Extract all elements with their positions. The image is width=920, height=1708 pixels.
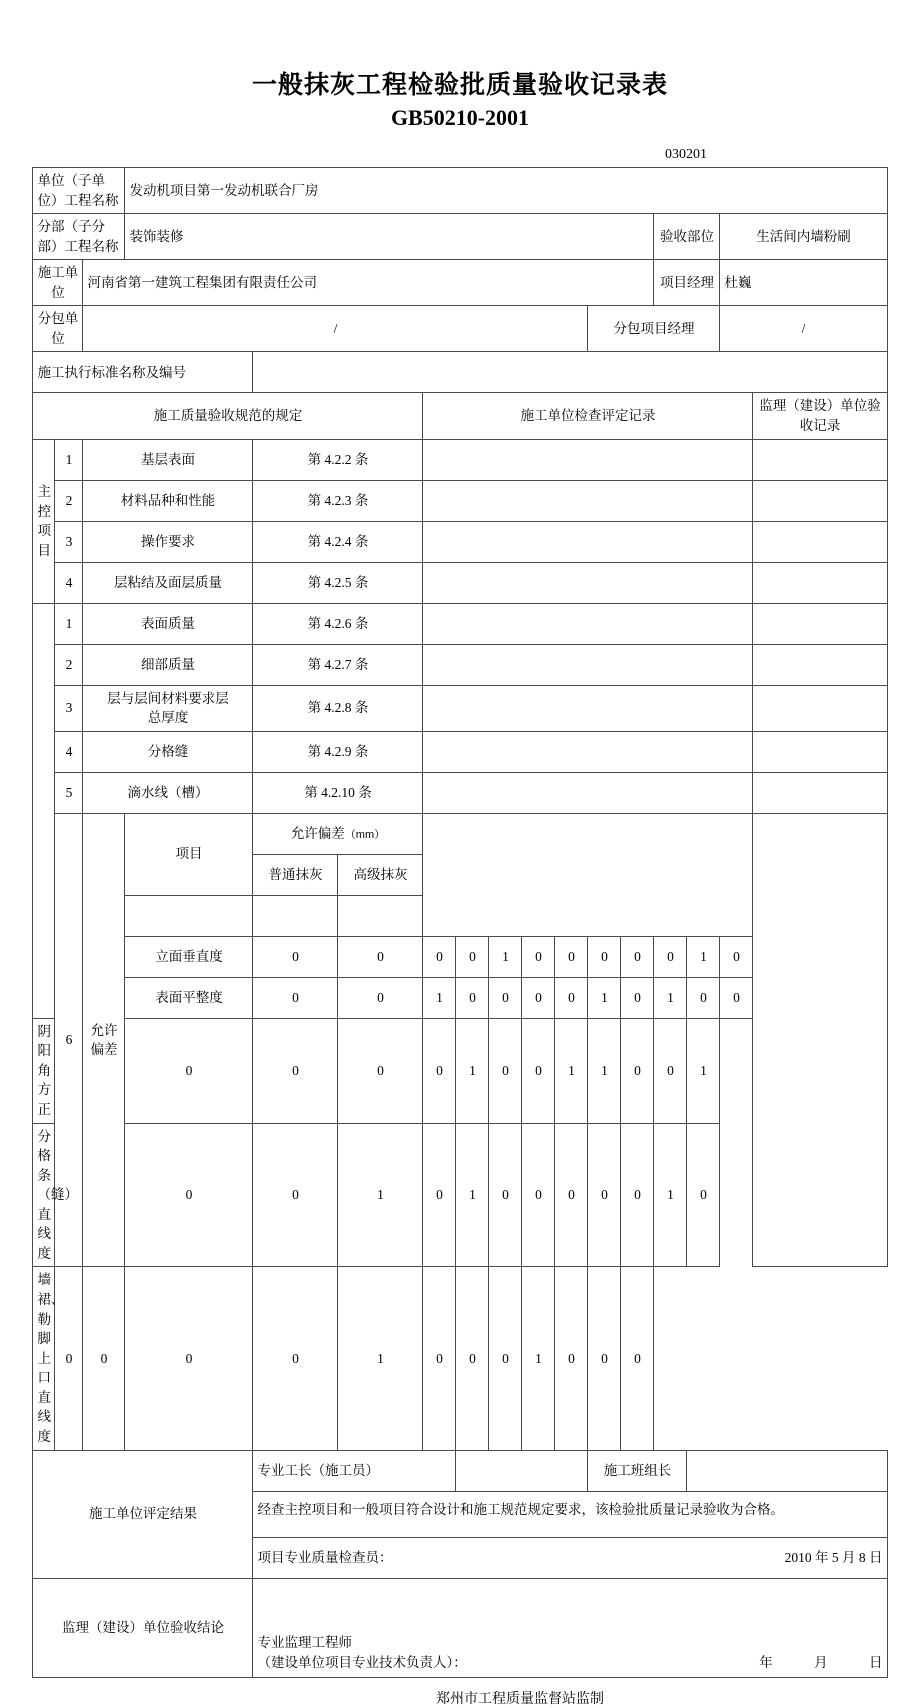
general-items-group-label	[33, 603, 55, 1018]
item-check-record[interactable]	[423, 603, 753, 644]
measurement-cell[interactable]: 1	[687, 936, 720, 977]
tolerance-header-text: 允许偏差	[290, 825, 345, 841]
measurement-cell[interactable]: 0	[621, 1018, 654, 1123]
measurement-cell[interactable]: 0	[489, 1123, 522, 1267]
deviation-advanced-value: 0	[83, 1267, 125, 1450]
table-row	[33, 685, 887, 731]
row-subunit-project	[33, 214, 887, 260]
deviation-spacer-item	[125, 895, 253, 936]
main-items-group-label-char: 项	[37, 523, 51, 539]
measurement-cell[interactable]: 0	[423, 1123, 456, 1267]
measurement-cell[interactable]: 1	[555, 1018, 588, 1123]
deviation-spacer-normal	[253, 895, 338, 936]
deviation-item-name-line2: 直线度	[37, 1206, 51, 1261]
item-clause: 第 4.2.10 条	[253, 772, 423, 813]
team-leader-value[interactable]	[687, 1450, 887, 1491]
measurement-cell[interactable]: 0	[456, 977, 489, 1018]
item-supervision-record[interactable]	[753, 480, 887, 521]
row-supervision-conclusion	[33, 1578, 887, 1677]
measurement-cell[interactable]: 0	[555, 1267, 588, 1450]
row-standard-name	[33, 352, 887, 393]
deviation-advanced-value: 0	[338, 977, 423, 1018]
deviation-normal-value: 0	[125, 1123, 253, 1267]
sub-project-manager-value[interactable]: /	[720, 306, 887, 352]
item-check-record[interactable]	[423, 480, 753, 521]
evaluation-conclusion-text: 经查主控项目和一般项目符合设计和施工规范规定要求，该检验批质量记录验收为合格。	[253, 1491, 887, 1537]
measurement-cell[interactable]: 1	[588, 977, 621, 1018]
supervision-engineer-sub-label: （建设单位项目专业技术负责人）：	[257, 1655, 467, 1671]
supervision-date-day: 日	[869, 1655, 883, 1671]
deviation-subheader-normal: 普通抹灰	[253, 854, 338, 895]
deviation-spacer-advanced	[338, 895, 423, 936]
deviation-advanced-value: 0	[253, 1018, 338, 1123]
deviation-item-name: 立面垂直度	[125, 936, 253, 977]
item-clause: 第 4.2.2 条	[253, 439, 423, 480]
supervision-date-month: 月	[814, 1655, 828, 1671]
measurement-cell[interactable]: 0	[423, 936, 456, 977]
page-title: 一般抹灰工程检验批质量验收记录表	[251, 72, 668, 99]
item-number: 2	[55, 644, 83, 685]
measurement-cell[interactable]: 0	[588, 1267, 621, 1450]
table-row	[33, 562, 887, 603]
subcontractor-value[interactable]: /	[83, 306, 588, 352]
item-name: 滴水线（槽）	[83, 772, 253, 813]
item-check-record[interactable]	[423, 562, 753, 603]
measurement-cell[interactable]: 1	[654, 977, 687, 1018]
measurement-cell[interactable]: 0	[456, 936, 489, 977]
measurement-cell[interactable]: 1	[687, 1018, 720, 1123]
item-name-line2: 总厚度	[147, 710, 189, 726]
item-supervision-record[interactable]	[753, 731, 887, 772]
deviation-item-name	[33, 1123, 78, 1267]
measurement-cell[interactable]: 1	[456, 1018, 489, 1123]
subunit-project-value[interactable]: 装饰装修	[125, 214, 654, 260]
item-clause: 第 4.2.9 条	[253, 731, 423, 772]
measurement-cell[interactable]: 0	[125, 1267, 253, 1450]
supervision-engineer-sub-row	[257, 1653, 882, 1673]
item-clause: 第 4.2.3 条	[253, 480, 423, 521]
item-check-record[interactable]	[423, 521, 753, 562]
item-name: 操作要求	[83, 521, 253, 562]
title-block	[0, 0, 920, 133]
deviation-normal-value: 0	[253, 936, 338, 977]
item-number: 5	[55, 772, 83, 813]
item-name-line1: 层与层间材料要求层	[107, 690, 229, 706]
tolerance-header-unit: （mm）	[344, 828, 386, 841]
measurement-cell[interactable]: 0	[621, 1267, 654, 1450]
measurement-cell[interactable]: 1	[338, 1267, 423, 1450]
item-name: 层粘结及面层质量	[83, 562, 253, 603]
deviation-advanced-value: 0	[253, 1123, 338, 1267]
deviation-item-name-line1: 分格条（缝）	[37, 1128, 78, 1203]
row-evaluation-foreman	[33, 1450, 887, 1491]
deviation-item-name: 表面平整度	[125, 977, 253, 1018]
measurement-cell[interactable]: 0	[522, 1018, 555, 1123]
evaluation-date[interactable]: 2010 年 5 月 8 日	[784, 1549, 883, 1565]
subcontractor-label: 分包单位	[33, 306, 83, 352]
measurement-cell[interactable]: 0	[489, 977, 522, 1018]
item-name: 材料品种和性能	[83, 480, 253, 521]
measurement-cell[interactable]: 0	[555, 936, 588, 977]
main-items-group-label-char: 主	[37, 483, 51, 499]
sub-project-manager-label: 分包项目经理	[588, 306, 720, 352]
measurement-cell[interactable]: 0	[456, 1267, 489, 1450]
deviation-row-number: 6	[55, 813, 83, 1267]
measurement-cell[interactable]: 0	[555, 1123, 588, 1267]
deviation-advanced-value: 0	[338, 936, 423, 977]
foreman-value[interactable]	[456, 1450, 588, 1491]
deviation-group-label	[83, 813, 125, 1267]
foreman-label: 专业工长（施工员）	[253, 1450, 456, 1491]
item-number: 3	[55, 521, 83, 562]
item-number: 4	[55, 562, 83, 603]
header-construction-check: 施工单位检查评定记录	[423, 393, 753, 439]
measurement-cell[interactable]: 1	[654, 1123, 687, 1267]
table-row	[33, 521, 887, 562]
deviation-item-name-line2: 口直线度	[37, 1370, 51, 1444]
measurement-cell[interactable]: 0	[687, 1123, 720, 1267]
measurement-cell[interactable]: 0	[338, 1018, 423, 1123]
row-unit-project	[33, 167, 887, 213]
item-check-record[interactable]	[423, 685, 753, 731]
team-leader-label: 施工班组长	[588, 1450, 687, 1491]
measurement-cell[interactable]: 0	[522, 936, 555, 977]
standard-code: GB50210-2001	[390, 105, 530, 131]
deviation-header-row-1	[33, 813, 887, 854]
project-manager-label: 项目经理	[654, 260, 720, 306]
supervision-section-label: 监理（建设）单位验收结论	[33, 1578, 253, 1677]
measurement-cell[interactable]: 0	[423, 1018, 456, 1123]
measurement-cell[interactable]: 0	[621, 977, 654, 1018]
footer-note: 郑州市工程质量监督站监制	[436, 1691, 604, 1707]
supervision-engineer-label: 专业监理工程师	[257, 1635, 352, 1650]
measurement-cell[interactable]: 0	[720, 936, 753, 977]
deviation-normal-value: 0	[55, 1267, 83, 1450]
item-supervision-record[interactable]	[753, 521, 887, 562]
item-name: 细部质量	[83, 644, 253, 685]
measurement-cell[interactable]: 0	[654, 936, 687, 977]
item-clause: 第 4.2.4 条	[253, 521, 423, 562]
item-name	[83, 685, 253, 731]
measurement-cell[interactable]: 0	[621, 936, 654, 977]
main-items-group-label-char: 控	[37, 503, 51, 519]
measurement-cell[interactable]: 0	[555, 977, 588, 1018]
table-row	[33, 439, 887, 480]
inspection-form-table	[32, 167, 887, 1678]
item-clause: 第 4.2.7 条	[253, 644, 423, 685]
construction-unit-value[interactable]: 河南省第一建筑工程集团有限责任公司	[83, 260, 654, 306]
deviation-item-name	[33, 1267, 65, 1450]
item-number: 1	[55, 439, 83, 480]
item-name: 分格缝	[83, 731, 253, 772]
measurement-cell[interactable]: 0	[687, 977, 720, 1018]
construction-unit-label: 施工单位	[33, 260, 83, 306]
header-supervision-record: 监理（建设）单位验收记录	[753, 393, 887, 439]
item-name: 基层表面	[83, 439, 253, 480]
item-supervision-record[interactable]	[753, 562, 887, 603]
inspector-label: 项目专业质量检查员：	[257, 1549, 393, 1565]
standard-name-value[interactable]	[253, 352, 887, 393]
measurement-cell[interactable]: 0	[654, 1018, 687, 1123]
unit-project-value[interactable]: 发动机项目第一发动机联合厂房	[125, 167, 887, 213]
item-supervision-record[interactable]	[753, 685, 887, 731]
measurement-cell[interactable]: 0	[588, 1123, 621, 1267]
deviation-tolerance-header	[253, 813, 423, 854]
deviation-group-label-line1: 允许	[90, 1022, 118, 1038]
deviation-supervision-record[interactable]	[753, 813, 887, 1267]
table-row	[33, 480, 887, 521]
deviation-item-name: 阴阳角方正	[33, 1018, 55, 1123]
supervision-signature-block	[253, 1578, 887, 1677]
main-items-group-label	[33, 439, 55, 603]
measurement-cell[interactable]: 0	[720, 977, 753, 1018]
unit-project-label: 单位（子单位）工程名称	[33, 167, 125, 213]
table-row	[33, 731, 887, 772]
supervision-date-year: 年	[759, 1655, 773, 1671]
item-clause: 第 4.2.5 条	[253, 562, 423, 603]
deviation-group-label-line2: 偏差	[90, 1042, 118, 1058]
item-check-record[interactable]	[423, 644, 753, 685]
item-clause: 第 4.2.8 条	[253, 685, 423, 731]
deviation-check-record-blank[interactable]	[423, 813, 753, 936]
row-subcontractor	[33, 306, 887, 352]
measurement-cell[interactable]: 0	[522, 977, 555, 1018]
measurement-cell[interactable]: 0	[522, 1123, 555, 1267]
item-name: 表面质量	[83, 603, 253, 644]
header-spec-regulation: 施工质量验收规范的规定	[33, 393, 423, 439]
standard-name-label: 施工执行标准名称及编号	[33, 352, 253, 393]
table-row	[33, 644, 887, 685]
row-construction-unit	[33, 260, 887, 306]
measurement-cell[interactable]: 1	[522, 1267, 555, 1450]
item-check-record[interactable]	[423, 439, 753, 480]
measurement-cell[interactable]: 1	[489, 936, 522, 977]
deviation-subheader-advanced: 高级抹灰	[338, 854, 423, 895]
item-number: 4	[55, 731, 83, 772]
measurement-cell[interactable]: 1	[588, 1018, 621, 1123]
acceptance-part-value[interactable]: 生活间内墙粉刷	[720, 214, 887, 260]
item-number: 1	[55, 603, 83, 644]
table-row	[33, 603, 887, 644]
measurement-cell[interactable]: 0	[489, 1018, 522, 1123]
subunit-project-label: 分部（子分部）工程名称	[33, 214, 125, 260]
item-check-record[interactable]	[423, 731, 753, 772]
deviation-item-col-label: 项目	[125, 813, 253, 895]
item-supervision-record[interactable]	[753, 603, 887, 644]
item-supervision-record[interactable]	[753, 644, 887, 685]
measurement-cell[interactable]: 1	[423, 977, 456, 1018]
item-check-record[interactable]	[423, 772, 753, 813]
main-items-group-label-char: 目	[37, 542, 51, 558]
acceptance-part-label: 验收部位	[654, 214, 720, 260]
measurement-cell[interactable]: 0	[621, 1123, 654, 1267]
measurement-cell[interactable]: 0	[253, 1267, 338, 1450]
deviation-normal-value: 0	[253, 977, 338, 1018]
table-row	[33, 772, 887, 813]
document-number: 030201	[665, 146, 707, 162]
evaluation-section-label: 施工单位评定结果	[33, 1450, 253, 1578]
item-clause: 第 4.2.6 条	[253, 603, 423, 644]
item-supervision-record[interactable]	[753, 439, 887, 480]
project-manager-value[interactable]: 杜巍	[720, 260, 887, 306]
item-supervision-record[interactable]	[753, 772, 887, 813]
item-number: 3	[55, 685, 83, 731]
item-number: 2	[55, 480, 83, 521]
evaluation-signature-line	[253, 1537, 887, 1578]
deviation-normal-value: 0	[125, 1018, 253, 1123]
measurement-cell[interactable]: 0	[588, 936, 621, 977]
measurement-cell[interactable]: 1	[456, 1123, 489, 1267]
row-table-headers	[33, 393, 887, 439]
measurement-cell[interactable]: 0	[423, 1267, 456, 1450]
measurement-cell[interactable]: 0	[489, 1267, 522, 1450]
deviation-item-name-line1: 墙裙、勒脚上	[37, 1272, 65, 1366]
supervision-date-row[interactable]	[733, 1653, 882, 1673]
measurement-cell[interactable]: 1	[338, 1123, 423, 1267]
deviation-data-row	[33, 1267, 887, 1450]
